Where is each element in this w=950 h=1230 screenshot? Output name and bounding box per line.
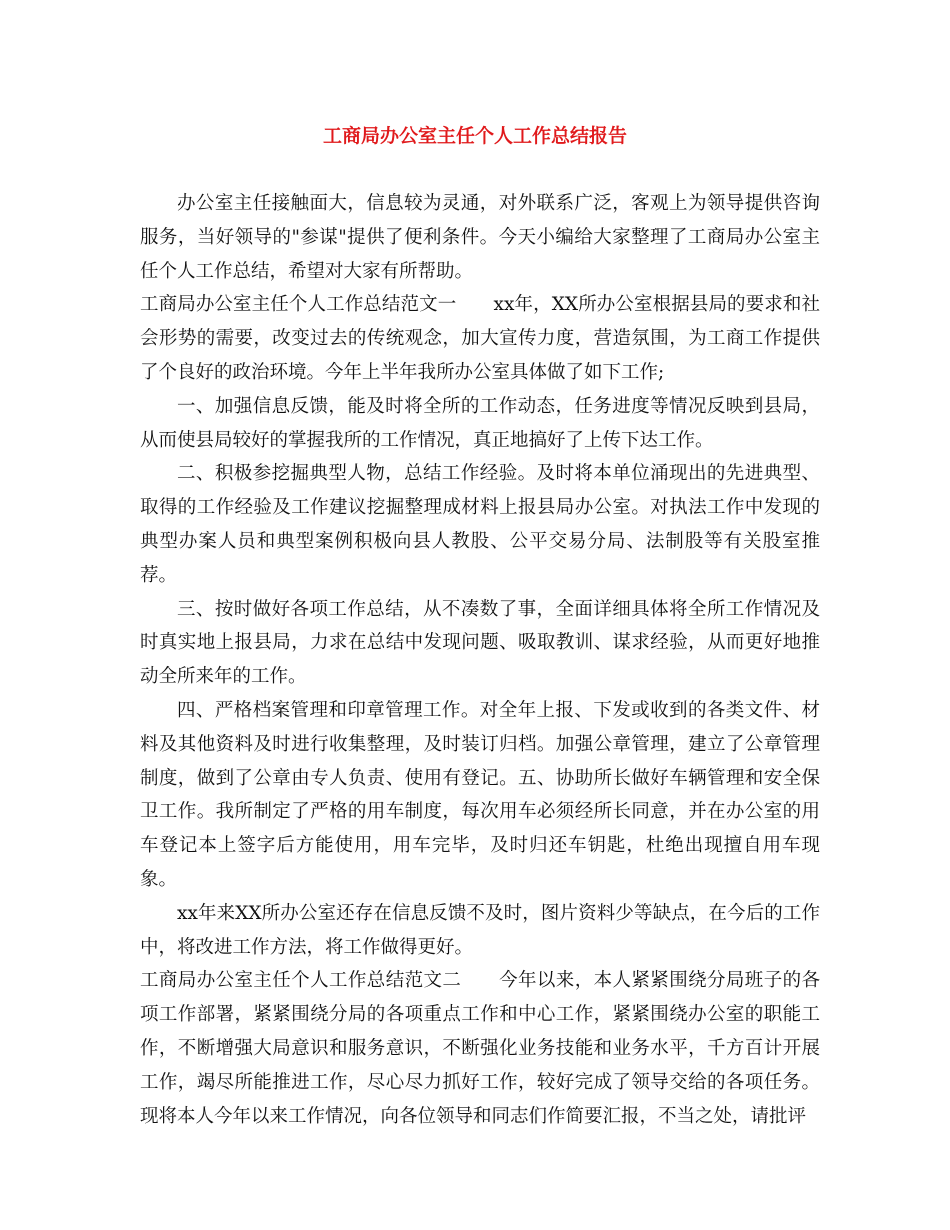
paragraph-item-three: 三、按时做好各项工作总结，从不凑数了事，全面详细具体将全所工作情况及时真实地上报县局，力求在总结中发现问题、吸取教训、谋求经验，从而更好地推动全所来年的工作。 [140, 598, 820, 688]
paragraph-shortcomings: xx年来XX所办公室还存在信息反馈不及时，图片资料少等缺点，在今后的工作中，将改进工作方法，将工作做得更好。 [140, 902, 820, 958]
paragraph-item-four: 四、严格档案管理和印章管理工作。对全年上报、下发或收到的各类文件、材料及其他资料及时进行收集整理，及时装订归档。加强公章管理，建立了公章管理制度，做到了公章由专人负责、使用有登记。五、协助所长做好车辆管理和安全保卫工作。我所制定了严格的用车制度，每次用车必须经所长同意，并在办公室的用车登记本上签字后方能使用，用车完毕，及时归还车钥匙，杜绝出现擅自用车现象。 [140, 699, 820, 890]
document-body [140, 187, 820, 1133]
paragraph-sample-two-heading: 工商局办公室主任个人工作总结范文二 今年以来，本人紧紧围绕分局班子的各项工作部署，紧紧围绕分局的各项重点工作和中心工作，紧紧围绕办公室的职能工作，不断增强大局意识和服务意识，不断强化业务技能和业务水平，千方百计开展工作，竭尽所能推进工作，尽心尽力抓好工作，较好完成了领导交给的各项任务。现将本人今年以来工作情况，向各位领导和同志们作简要汇报，不当之处，请批评 [140, 970, 820, 1127]
paragraph-item-one: 一、加强信息反馈，能及时将全所的工作动态，任务进度等情况反映到县局，从而使县局较好的掌握我所的工作情况，真正地搞好了上传下达工作。 [140, 395, 820, 451]
paragraph-intro: 办公室主任接触面大，信息较为灵通，对外联系广泛，客观上为领导提供咨询服务，当好领导的"参谋"提供了便利条件。今天小编给大家整理了工商局办公室主任个人工作总结，希望对大家有所帮助。 [140, 193, 820, 282]
paragraph-sample-one-heading: 工商局办公室主任个人工作总结范文一 xx年，XX所办公室根据县局的要求和社会形势的需要，改变过去的传统观念，加大宣传力度，营造氛围，为工商工作提供了个良好的政治环境。今年上半年我所办公室具体做了如下工作; [140, 294, 820, 383]
document-title: 工商局办公室主任个人工作总结报告 [322, 125, 627, 147]
paragraph-item-two: 二、积极参挖掘典型人物，总结工作经验。及时将本单位涌现出的先进典型、取得的工作经验及工作建议挖掘整理成材料上报县局办公室。对执法工作中发现的典型办案人员和典型案例积极向县人教股、公平交易分局、法制股等有关股室推荐。 [140, 463, 820, 586]
